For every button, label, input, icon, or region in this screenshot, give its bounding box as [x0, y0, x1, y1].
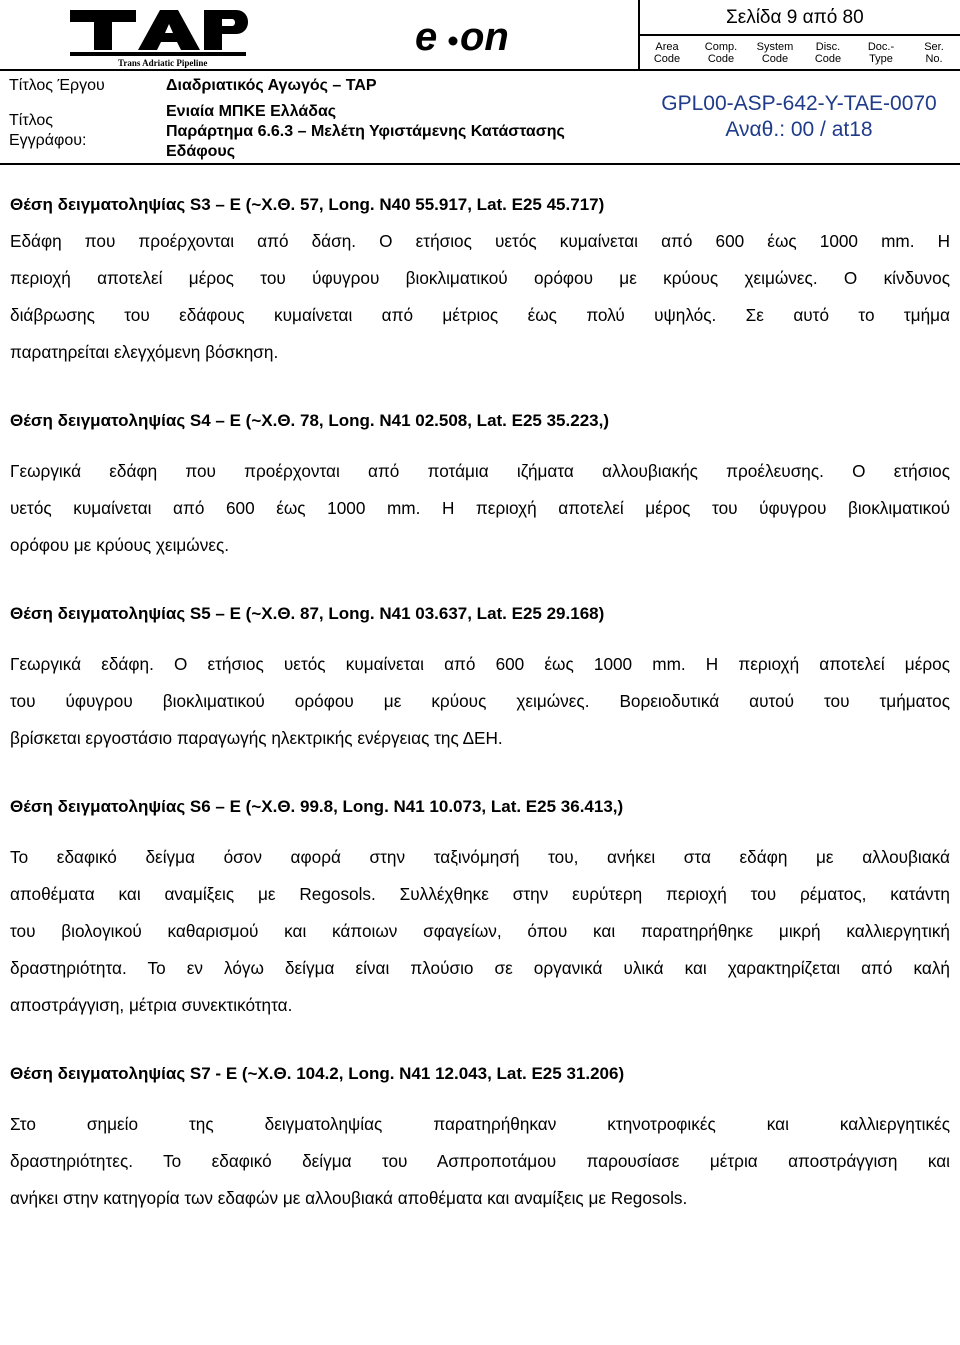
section-heading-s6: Θέση δειγματοληψίας S6 – E (~Χ.Θ. 99.8, Long. N41 10.073, Lat. E25 36.413,) — [10, 797, 624, 816]
document-number: GPL00-ASP-642-Y-TAE-0070 — [661, 92, 937, 115]
section-text-s6: Το εδαφικό δείγμα όσον αφορά στην ταξινόμησή του, ανήκει στα εδάφη με αλλουβιακά αποθέματα και αναμίξεις με Regosols. Συλλέχθηκε στην ευρύτερη περιοχή του ρέματος, κατάντη του βιολογικού καθαρισμού και κάποιων σφαγείων, όπου και παρατηρήθηκε μικρή καλλιεργητική δραστηριότητα. Το εν λόγω δείγμα είναι πλούσιο σε οργανικά υλικά και χαρακτηρίζεται από καλή αποστράγγιση, μέτρια συνεκτικότητα. — [10, 847, 950, 1015]
revision: Αναθ.: 00 / at18 — [725, 118, 873, 141]
code-cell-serno: Ser. No. — [924, 41, 944, 65]
section-text-s7: Στο σημείο της δειγματοληψίας παρατηρήθηκαν κτηνοτροφικές και καλλιεργητικές δραστηριότητες. Το εδαφικό δείγμα του Ασπροποτάμου παρουσίασε μέτρια αποστράγγιση και ανήκει στην κατηγορία των εδαφών με αλλουβιακά αποθέματα και αναμίξεις με Regosols. — [10, 1114, 950, 1208]
section-heading-s5: Θέση δειγματοληψίας S5 – E (~Χ.Θ. 87, Long. N41 03.637, Lat. E25 29.168) — [10, 604, 605, 623]
section-text-s3: Εδάφη που προέρχονται από δάση. Ο ετήσιος υετός κυμαίνεται από 600 έως 1000 mm. Η περιοχή αποτελεί μέρος του ύφυγρου βιοκλιματικού ορόφου με κρύους χειμώνες. Ο κίνδυνος διάβρωσης του εδάφους κυμαίνεται από μέτριος έως πολύ υψηλός. Σε αυτό το τμήμα παρατηρείται ελεγχόμενη βόσκηση. — [10, 231, 950, 362]
document-label: Τίτλος Εγγράφου: — [9, 112, 87, 149]
project-label: Τίτλος Έργου — [9, 77, 105, 94]
document-body — [10, 186, 950, 1217]
tap-logo — [68, 4, 278, 68]
document-title: Ενιαία ΜΠΚΕ Ελλάδας Παράρτημα 6.6.3 – Μελέτη Υφιστάμενης Κατάστασης Εδάφους — [166, 103, 565, 160]
code-cell-comp: Comp. Code — [704, 41, 738, 65]
code-cell-doctype: Doc.- Type — [867, 41, 895, 65]
section-text-s5: Γεωργικά εδάφη. Ο ετήσιος υετός κυμαίνεται από 600 έως 1000 mm. Η περιοχή αποτελεί μέρος του ύφυγρου βιοκλιματικού ορόφου με κρύους χειμώνες. Βορειοδυτικά αυτού του τμήματος βρίσκεται εργοστάσιο παραγωγής ηλεκτρικής ενέργειας της ΔΕΗ. — [10, 654, 950, 748]
section-heading-s7: Θέση δειγματοληψίας S7 - E (~Χ.Θ. 104.2, Long. N41 12.043, Lat. E25 31.206) — [10, 1064, 625, 1083]
header-title-row — [0, 71, 960, 165]
document-header — [0, 0, 960, 165]
header-top-row — [0, 0, 960, 71]
section-heading-s4: Θέση δειγματοληψίας S4 – E (~Χ.Θ. 78, Long. N41 02.508, Lat. E25 35.223,) — [10, 411, 609, 430]
project-title: Διαδριατικός Αγωγός – TAP — [166, 77, 377, 94]
document-number-block — [638, 91, 960, 143]
code-legend — [638, 36, 960, 71]
svg-text:e: e — [415, 15, 438, 58]
code-cell-area: Area Code — [653, 41, 681, 65]
eon-logo — [415, 14, 540, 58]
svg-text:on: on — [460, 15, 509, 58]
tap-tagline: Trans Adriatic Pipeline — [118, 58, 208, 68]
section-heading-s3: Θέση δειγματοληψίας S3 – E (~Χ.Θ. 57, Long. N40 55.917, Lat. E25 45.717) — [10, 195, 605, 214]
code-cell-system: System Code — [756, 41, 794, 65]
code-cell-disc: Disc. Code — [814, 41, 842, 65]
page-number: Σελίδα 9 από 80 — [638, 0, 960, 36]
section-text-s4: Γεωργικά εδάφη που προέρχονται από ποτάμια ιζήματα αλλουβιακής προέλευσης. Ο ετήσιος υετός κυμαίνεται από 600 έως 1000 mm. Η περιοχή αποτελεί μέρος του ύφυγρου βιοκλιματικού ορόφου με κρύους χειμώνες. — [10, 461, 950, 555]
